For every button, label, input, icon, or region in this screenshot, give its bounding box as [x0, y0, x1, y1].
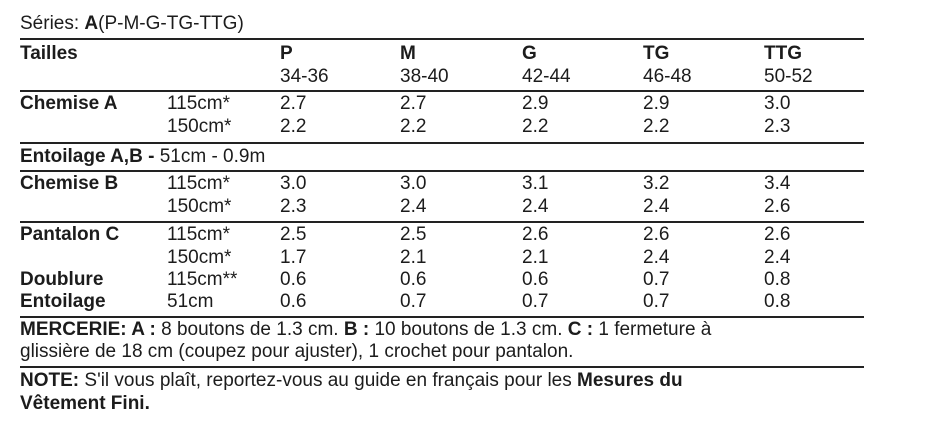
entoilage-ab-label: Entoilage A,B -	[20, 146, 160, 167]
yardage-value: 2.9	[522, 93, 549, 114]
series-sizes: (P-M-G-TG-TTG)	[98, 13, 244, 34]
fabric-width: 150cm*	[167, 247, 232, 268]
garment-label: Chemise B	[20, 173, 119, 194]
mercerie-a-text: 8 boutons de 1.3 cm.	[161, 319, 344, 340]
note-bold-1: Mesures du	[577, 370, 683, 391]
mercerie-b-text: 10 boutons de 1.3 cm.	[374, 319, 568, 340]
yardage-value: 2.9	[643, 93, 670, 114]
series-line	[20, 14, 244, 33]
rule-table-bottom	[20, 316, 864, 318]
yardage-value: 2.3	[764, 116, 791, 137]
note-label: NOTE:	[20, 370, 85, 391]
yardage-value: 2.1	[400, 247, 427, 268]
yardage-value: 2.5	[400, 224, 427, 245]
yardage-value: 3.4	[764, 173, 791, 194]
yardage-value: 0.8	[764, 291, 791, 312]
yardage-value: 2.1	[522, 247, 549, 268]
mercerie-b-label: B :	[343, 319, 375, 340]
rule-chemise-b	[20, 221, 864, 223]
size-range-ttg: 50-52	[764, 66, 813, 87]
rule-top	[20, 38, 864, 40]
yardage-value: 0.7	[643, 269, 670, 290]
fabric-width: 51cm	[167, 291, 214, 312]
note-text: S'il vous plaît, reportez-vous au guide en français pour les	[84, 370, 578, 391]
rule-mercerie	[20, 366, 864, 368]
size-name-ttg: TTG	[764, 43, 802, 64]
entoilage-ab-line	[20, 147, 265, 166]
yardage-value: 2.4	[522, 196, 549, 217]
garment-label: Doublure	[20, 269, 104, 290]
yardage-value: 0.6	[522, 269, 549, 290]
series-letter: A	[84, 13, 99, 34]
yardage-value: 2.2	[400, 116, 427, 137]
yardage-value: 2.7	[400, 93, 427, 114]
yardage-value: 3.0	[400, 173, 427, 194]
yardage-value: 0.6	[400, 269, 427, 290]
size-range-g: 42-44	[522, 66, 571, 87]
yardage-value: 2.2	[643, 116, 670, 137]
series-label: Séries:	[20, 13, 85, 34]
fabric-width: 150cm*	[167, 116, 232, 137]
note-line-1	[20, 371, 683, 390]
yardage-value: 2.6	[764, 224, 791, 245]
size-name-p: P	[280, 43, 293, 64]
size-range-m: 38-40	[400, 66, 449, 87]
yardage-value: 2.3	[280, 196, 307, 217]
yardage-value: 2.4	[764, 247, 791, 268]
mercerie-line-2: glissière de 18 cm (coupez pour ajuster), 1 crochet pour pantalon.	[20, 341, 574, 362]
size-name-m: M	[400, 43, 416, 64]
yardage-value: 3.1	[522, 173, 549, 194]
garment-label: Pantalon C	[20, 224, 120, 245]
fabric-width: 150cm*	[167, 196, 232, 217]
yardage-value: 3.0	[280, 173, 307, 194]
yardage-value: 2.4	[643, 196, 670, 217]
mercerie-line-1	[20, 320, 711, 339]
yardage-value: 2.4	[400, 196, 427, 217]
fabric-width: 115cm*	[167, 173, 231, 194]
yardage-value: 2.7	[280, 93, 307, 114]
mercerie-c-text: 1 fermeture à	[598, 319, 712, 340]
yardage-value: 0.8	[764, 269, 791, 290]
mercerie-label: MERCERIE:	[20, 319, 132, 340]
yardage-value: 3.2	[643, 173, 670, 194]
yardage-value: 2.6	[643, 224, 670, 245]
fabric-width: 115cm*	[167, 93, 231, 114]
yardage-value: 0.7	[400, 291, 427, 312]
yardage-value: 0.7	[522, 291, 549, 312]
garment-label: Chemise A	[20, 93, 118, 114]
note-line-2: Vêtement Fini.	[20, 393, 150, 414]
size-range-p: 34-36	[280, 66, 329, 87]
garment-label: Entoilage	[20, 291, 106, 312]
size-range-tg: 46-48	[643, 66, 692, 87]
yardage-value: 2.2	[522, 116, 549, 137]
yardage-chart	[20, 0, 864, 432]
fabric-width: 115cm**	[167, 269, 238, 290]
rule-header	[20, 90, 864, 92]
yardage-value: 0.6	[280, 291, 307, 312]
yardage-value: 1.7	[280, 247, 307, 268]
size-name-g: G	[522, 43, 537, 64]
yardage-value: 2.6	[522, 224, 549, 245]
fabric-width: 115cm*	[167, 224, 231, 245]
rule-chemise-a	[20, 142, 864, 144]
yardage-value: 2.2	[280, 116, 307, 137]
size-name-tg: TG	[643, 43, 670, 64]
yardage-value: 2.4	[643, 247, 670, 268]
yardage-value: 3.0	[764, 93, 791, 114]
header-tailles: Tailles	[20, 43, 78, 64]
yardage-value: 2.6	[764, 196, 791, 217]
entoilage-ab-value: 51cm - 0.9m	[159, 146, 266, 167]
yardage-value: 2.5	[280, 224, 307, 245]
mercerie-a-label: A :	[131, 319, 162, 340]
mercerie-c-label: C :	[567, 319, 599, 340]
yardage-value: 0.6	[280, 269, 307, 290]
rule-entoilage-ab	[20, 170, 864, 172]
yardage-value: 0.7	[643, 291, 670, 312]
